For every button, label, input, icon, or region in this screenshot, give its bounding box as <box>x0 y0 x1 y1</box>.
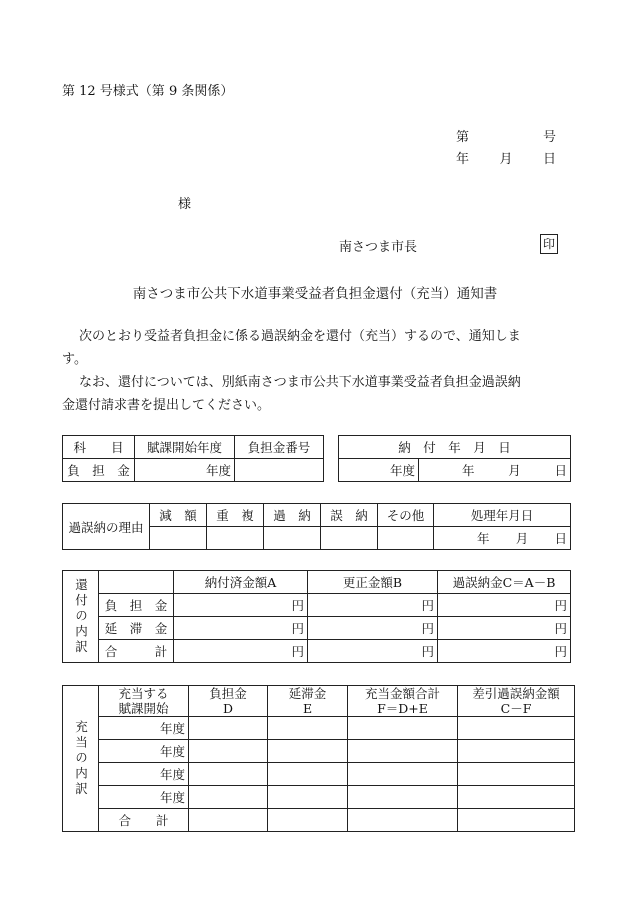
refund-burden-corrected: 円 <box>308 594 438 617</box>
document-date <box>456 148 556 167</box>
appropriation-cell <box>458 717 575 740</box>
date-year-label: 年 <box>456 152 470 167</box>
reason-option-duplicate: 重 複 <box>207 504 264 527</box>
payment-day-label: 日 <box>554 463 568 478</box>
appropriation-total-cell <box>348 809 458 832</box>
processed-year-label: 年 <box>477 531 490 546</box>
appropriation-cell <box>268 763 348 786</box>
appropriation-total-label: 合 計 <box>99 809 189 832</box>
appropriation-header-total-l1: 充当金額合計 <box>364 686 440 701</box>
appropriation-cell <box>458 786 575 809</box>
body-para1-line1: 次のとおり受益者負担金に係る過誤納金を還付（充当）するので、通知しま <box>79 329 521 344</box>
document-title: 南さつま市公共下水道事業受益者負担金還付（充当）通知書 <box>132 286 498 302</box>
refund-header-paid: 納付済金額A <box>174 571 308 594</box>
payment-date-header: 納 付 年 月 日 <box>339 436 571 459</box>
refund-side-label: 還付の内訳 <box>63 571 99 663</box>
appropriation-cell <box>348 763 458 786</box>
issuer-name: 南さつま市長 <box>339 240 418 255</box>
payment-month-label: 月 <box>508 463 521 478</box>
processed-month-label: 月 <box>515 531 529 546</box>
refund-header-blank <box>99 571 174 594</box>
reason-check-reduction <box>150 527 207 550</box>
refund-total-paid: 円 <box>174 640 308 663</box>
appropriation-header-burden-l1: 負担金 <box>209 686 247 701</box>
appropriation-header-start-l2: 賦課開始 <box>118 701 169 716</box>
reason-option-reduction: 減 額 <box>150 504 207 527</box>
appropriation-year-cell: 年度 <box>99 740 189 763</box>
body-para2-line2: 金還付請求書を提出してください。 <box>62 398 271 413</box>
refund-total-corrected: 円 <box>308 640 438 663</box>
reason-label: 過誤納の理由 <box>63 504 150 550</box>
appropriation-cell <box>348 717 458 740</box>
burden-number-cell <box>235 459 324 482</box>
number-suffix: 号 <box>542 130 556 145</box>
appropriation-header-net-l2: C－F <box>500 701 532 716</box>
refund-burden-paid: 円 <box>174 594 308 617</box>
appropriation-cell <box>189 740 268 763</box>
reason-check-other <box>378 527 434 550</box>
appropriation-header-late-fee-l2: E <box>302 701 313 716</box>
appropriation-header-total <box>348 686 458 717</box>
appropriation-header-late-fee-l1: 延滞金 <box>288 686 327 701</box>
appropriation-cell <box>189 763 268 786</box>
refund-header-overpayment: 過誤納金C＝A－B <box>438 571 571 594</box>
appropriation-total-cell <box>458 809 575 832</box>
appropriation-row <box>63 763 575 786</box>
refund-total-overpayment: 円 <box>438 640 571 663</box>
refund-late-fee-paid: 円 <box>174 617 308 640</box>
processed-day-label: 日 <box>554 531 567 546</box>
appropriation-header-start-l1: 充当する <box>118 686 169 701</box>
number-prefix: 第 <box>456 130 470 145</box>
refund-row-total-label: 合 計 <box>99 640 174 663</box>
refund-row-late-fee-label: 延 滞 金 <box>99 617 174 640</box>
burden-info-table <box>62 435 324 482</box>
appropriation-header-late-fee <box>268 686 348 717</box>
burden-number-header: 負担金番号 <box>235 436 324 459</box>
form-number: 第 12 号様式（第 9 条関係） <box>62 84 234 99</box>
appropriation-cell <box>268 717 348 740</box>
reason-check-duplicate <box>207 527 264 550</box>
reason-option-error: 誤 納 <box>321 504 378 527</box>
appropriation-year-cell: 年度 <box>99 763 189 786</box>
appropriation-header-burden <box>189 686 268 717</box>
payment-year-cell: 年度 <box>339 459 419 482</box>
reason-check-error <box>321 527 378 550</box>
refund-breakdown-table <box>62 570 571 663</box>
appropriation-row <box>63 740 575 763</box>
date-day-label: 日 <box>542 152 556 167</box>
processed-date-cell <box>434 527 571 550</box>
appropriation-header-net-l1: 差引過誤納金額 <box>472 686 560 701</box>
payment-date-table <box>338 435 571 482</box>
burden-label: 負 担 金 <box>63 459 135 482</box>
appropriation-cell <box>458 763 575 786</box>
appropriation-header-burden-l2: D <box>222 701 234 716</box>
reason-option-other: その他 <box>378 504 434 527</box>
appropriation-header-start <box>99 686 189 717</box>
refund-row-burden-label: 負 担 金 <box>99 594 174 617</box>
appropriation-year-cell: 年度 <box>99 717 189 740</box>
appropriation-cell <box>458 740 575 763</box>
document-number <box>456 126 556 145</box>
start-year-cell: 年度 <box>135 459 235 482</box>
appropriation-cell <box>348 786 458 809</box>
seal-mark <box>540 234 558 254</box>
appropriation-row <box>63 717 575 740</box>
start-year-header: 賦課開始年度 <box>135 436 235 459</box>
appropriation-cell <box>348 740 458 763</box>
addressee-suffix: 様 <box>178 197 192 212</box>
appropriation-header-net <box>458 686 575 717</box>
appropriation-side-label: 充当の内訳 <box>63 686 99 832</box>
appropriation-header-total-l2: F＝D+E <box>377 701 428 716</box>
appropriation-year-cell: 年度 <box>99 786 189 809</box>
body-para1-line2: す。 <box>62 352 87 367</box>
subject-label: 科 目 <box>63 436 135 459</box>
appropriation-total-cell <box>268 809 348 832</box>
overpayment-reason-table <box>62 503 571 550</box>
body-para2-line1: なお、還付については、別紙南さつま市公共下水道事業受益者負担金過誤納 <box>79 375 521 390</box>
date-month-label: 月 <box>499 152 513 167</box>
payment-date-cell <box>419 459 571 482</box>
appropriation-total-row <box>63 809 575 832</box>
refund-late-fee-overpayment: 円 <box>438 617 571 640</box>
appropriation-cell <box>189 786 268 809</box>
processed-date-header: 処理年月日 <box>434 504 571 527</box>
payment-year-label: 年 <box>462 463 475 478</box>
reason-check-overpaid <box>264 527 321 550</box>
seal-box: 印 <box>540 234 558 254</box>
refund-late-fee-corrected: 円 <box>308 617 438 640</box>
refund-header-corrected: 更正金額B <box>308 571 438 594</box>
reason-option-overpaid: 過 納 <box>264 504 321 527</box>
appropriation-row <box>63 786 575 809</box>
appropriation-cell <box>268 740 348 763</box>
refund-burden-overpayment: 円 <box>438 594 571 617</box>
appropriation-breakdown-table <box>62 685 575 832</box>
appropriation-cell <box>268 786 348 809</box>
appropriation-total-cell <box>189 809 268 832</box>
appropriation-cell <box>189 717 268 740</box>
